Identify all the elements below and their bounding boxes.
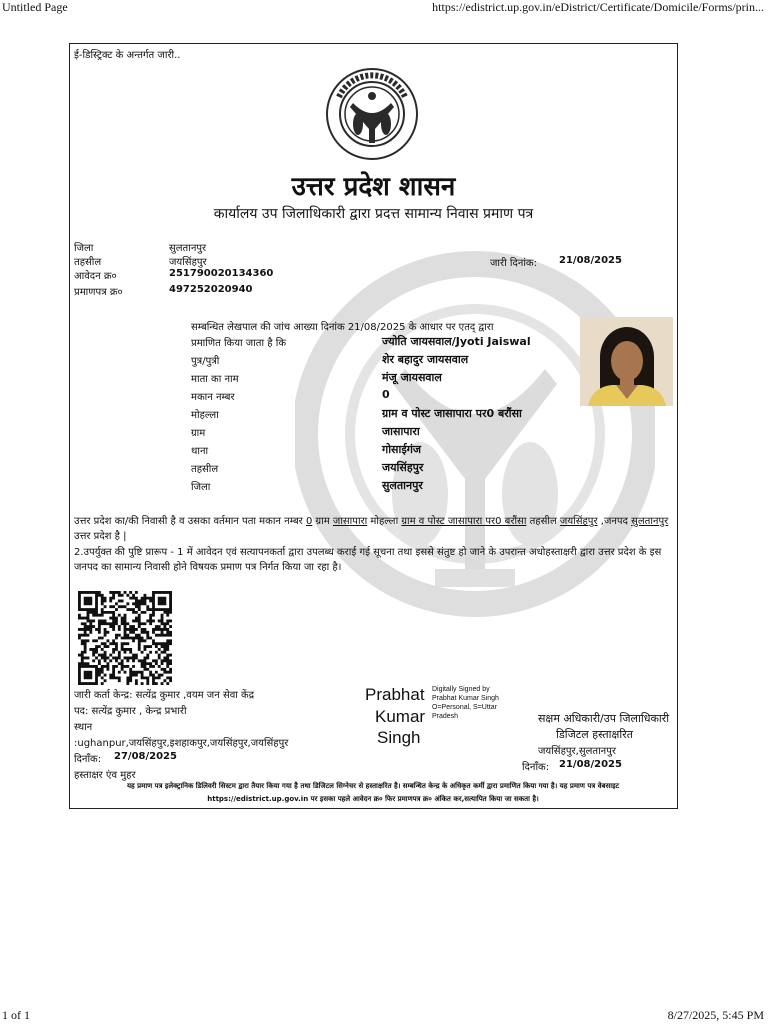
domicile-certificate <box>69 43 678 809</box>
certificate-subtitle: कार्यालय उप जिलाधिकारी द्वारा प्रदत्त सामान्य निवास प्रमाण पत्र <box>213 206 534 222</box>
place-value: :ughanpur,जयसिंहपुर,इशहाकपुर,जयसिंहपुर,जयसिंहपुर <box>74 738 289 749</box>
print-timestamp: 8/27/2025, 5:45 PM <box>667 1008 764 1022</box>
district-detail-value: सुलतानपुर <box>382 479 423 492</box>
authority-place: जयसिंहपुर,सुलतानपुर <box>538 746 616 757</box>
resident-house: 0 <box>305 516 313 527</box>
digital-signed-label: डिजिटल हस्ताक्षरित <box>556 728 633 741</box>
resident-gram: जासापारा <box>332 516 368 527</box>
application-number: 251790020134360 <box>169 268 274 279</box>
tehsil-label: तहसील <box>74 257 102 268</box>
father-name: शेर बहादुर जायसवाल <box>382 353 469 366</box>
application-label: आवेदन क्र० <box>74 271 117 282</box>
issued-under-text: ई-डिस्ट्रिक्ट के अन्तर्गत जारी.. <box>74 50 181 61</box>
page-title: Untitled Page <box>2 0 68 14</box>
page-count: 1 of 1 <box>2 1008 30 1022</box>
applicant-photo <box>580 317 673 406</box>
resident-tehsil: जयसिंहपुर <box>559 516 598 527</box>
thana-value: गोसाईगंज <box>382 443 422 456</box>
right-date-value: 21/08/2025 <box>559 759 622 770</box>
resident-district: सुलतानपुर <box>631 516 669 527</box>
place-label: स्थान <box>74 722 93 733</box>
qr-modules <box>78 591 172 685</box>
tehsil-detail-value: जयसिंहपुर <box>382 461 424 474</box>
detail-label: मकान नम्बर <box>191 392 235 403</box>
signer-line-1: Prabhat <box>365 685 425 704</box>
left-date-label: दिनाँक: <box>74 754 102 765</box>
house-number: 0 <box>382 388 390 401</box>
mother-name: मंजू जायसवाल <box>382 371 442 384</box>
detail-label: जिला <box>191 482 211 493</box>
certificate-number-label: प्रमाणपत्र क्र० <box>74 287 123 298</box>
authority-title: सक्षम अधिकारी/उप जिलाधिकारी <box>538 712 670 725</box>
issue-date-label: जारी दिनांक: <box>490 258 537 269</box>
page-url: https://edistrict.up.gov.in/eDistrict/Certificate/Domicile/Forms/prin... <box>432 0 764 14</box>
detail-label: तहसील <box>191 464 219 475</box>
detail-label: मोहल्ला <box>191 410 219 421</box>
detail-label: माता का नाम <box>191 374 239 385</box>
qr-code <box>78 591 175 685</box>
issuer-post: पद: सत्येंद्र कुमार , केन्द्र प्रभारी <box>74 706 187 717</box>
signer-line-3: Singh <box>377 728 421 747</box>
left-date-value: 27/08/2025 <box>114 751 177 762</box>
district-label: जिला <box>74 243 94 254</box>
issue-date-value: 21/08/2025 <box>559 255 622 266</box>
detail-label: पुत्र/पुत्री <box>191 356 220 367</box>
certificate-title: उत्तर प्रदेश शासन <box>291 172 456 202</box>
district-value: सुलतानपुर <box>169 243 207 254</box>
gram-value: जासापारा <box>382 425 420 438</box>
intro-line: सम्बन्धित लेखपाल की जांच आख्या दिनांक 21/08/2025 के आधार पर एतद् द्वारा <box>191 322 494 333</box>
right-date-label: दिनाँक: <box>522 762 550 773</box>
sign-seal-label: हस्ताक्षर एंव मुहर <box>74 770 136 781</box>
issuer-center: जारी कर्ता केन्द्र: सत्येंद्र कुमार ,वयम जन सेवा केंद्र <box>74 690 255 701</box>
mohalla-value: ग्राम व पोस्ट जासापारा पर0 बरौंसा <box>382 407 522 420</box>
certificate-number: 497252020940 <box>169 284 253 295</box>
applicant-name: ज्योति जायसवाल/Jyoti Jaiswal <box>382 335 531 348</box>
resident-mohalla: ग्राम व पोस्ट जासापारा पर0 बरौंसा <box>401 516 527 527</box>
up-state-emblem-icon <box>325 67 419 161</box>
footer-note: यह प्रमाण पत्र इलेक्ट्रानिक डिलिवरी सिस्टम द्वारा तैयार किया गया है तथा डिजिटल सिग्नेचर से हस्ताक्षरित है। सम्बन्धित केन्द्र के अधिकृत कर्मी द्वारा प्रमाणित किया गया है। यह प्रमाण पत्र वेबसाइट https://edistrict.up.gov.in पर इसका पहले आवेदन क्र० फिर प्रमाणपत्र क्र० अंकित कर,सत्यापित किया जा सकता है। <box>126 782 620 803</box>
detail-label: थाना <box>191 446 209 457</box>
signer-line-2: Kumar <box>375 707 426 726</box>
detail-label: ग्राम <box>191 428 206 439</box>
detail-label: प्रमाणित किया जाता है कि <box>191 338 287 349</box>
digital-signature-info: Digitally Signed by Prabhat Kumar Singh O=Personal, S=Uttar Pradesh <box>432 686 499 720</box>
resident-paragraph: उत्तर प्रदेश का/की निवासी है व उसका वर्तमान पता मकान नम्बर 0 ग्राम जासापारा मोहल्ला ग्राम व पोस्ट जासापारा पर0 बरौंसा तहसील जयसिंहपुर ,जनपद सुलतानपुर उत्तर प्रदेश है | <box>74 516 669 542</box>
confirmation-paragraph: 2.उपर्युक्त की पुष्टि प्रारूप - 1 में आवेदन एवं सत्यापनकर्ता द्वारा उपलब्ध कराई गई सूचना तथा इससे संतुष्ट हो जाने के उपरान्त अधोहस्ताक्षरी द्वारा उत्तर प्रदेश के इस जनपद का सामान्य निवासी होने विषयक प्रमाण पत्र निर्गत किया जा रहा है। <box>74 547 662 573</box>
tehsil-value: जयसिंहपुर <box>169 257 207 268</box>
